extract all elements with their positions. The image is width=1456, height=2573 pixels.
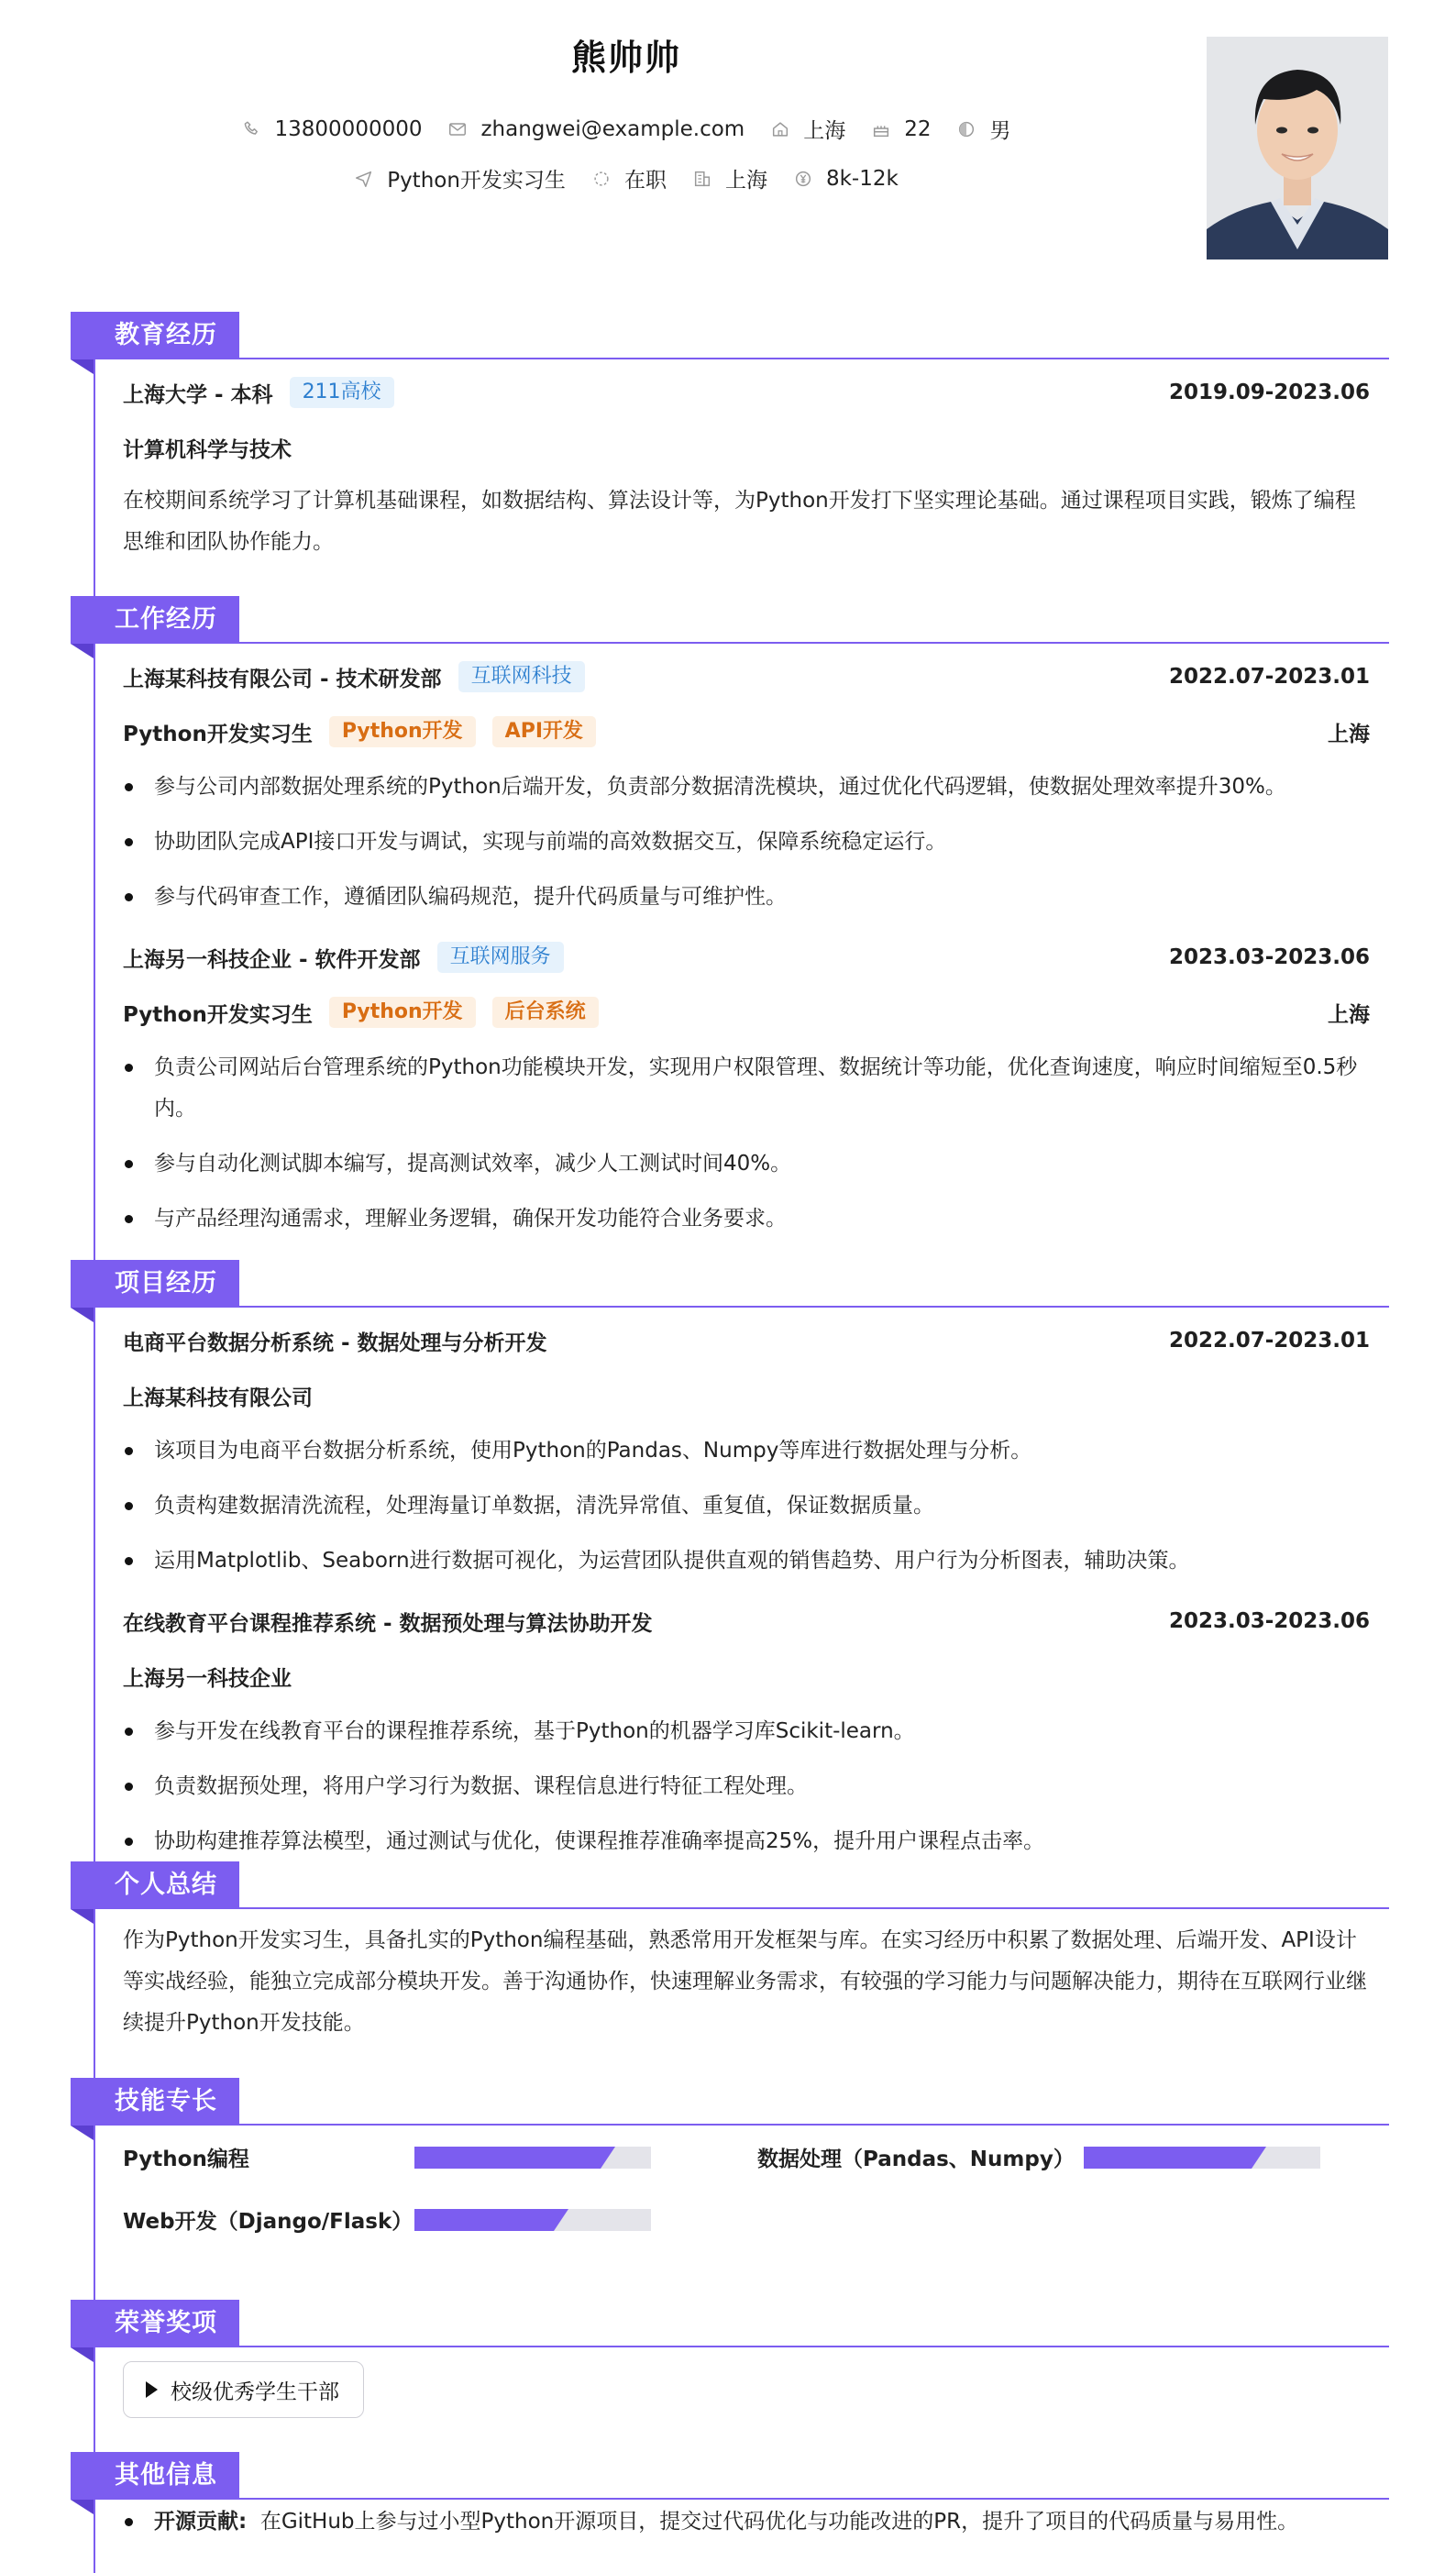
honor-label: 校级优秀学生干部 [171,2380,339,2404]
skill-bar-fill [1084,2147,1252,2169]
project-bullets [123,1711,1370,1862]
work-role-row [123,704,1370,759]
work-item [123,649,1370,918]
skill-tag: Python开发 [329,997,476,1028]
work-item [123,930,1370,1240]
list-item: 协助构建推荐算法模型，通过测试与优化，使课程推荐准确率提高25%，提升用户课程点击率。 [123,1821,1370,1862]
age-item [871,117,931,141]
section-skills [71,2078,1389,2126]
phone-value: 13800000000 [274,116,423,141]
work-block [123,649,1370,1253]
salary-item [793,167,899,191]
project-company: 上海另一科技企业 [123,1666,292,1691]
city-item [770,114,845,144]
work-location: 上海 [1328,1002,1370,1027]
status-item [591,163,667,193]
project-date: 2023.03-2023.06 [1168,1609,1370,1633]
mail-icon [447,119,468,139]
project-title-row [123,1313,1370,1368]
list-item: 运用Matplotlib、Seaborn进行数据可视化，为运营团队提供直观的销售趋势、用户行为分析图表，辅助决策。 [123,1540,1370,1582]
education-description: 在校期间系统学习了计算机基础课程，如数据结构、算法设计等，为Python开发打下坚实理论基础。通过课程项目实践，锻炼了编程思维和团队协作能力。 [123,489,1356,554]
project-title-row [123,1594,1370,1649]
email-value: zhangwei@example.com [480,116,745,141]
summary-block [123,1920,1370,2044]
section-divider [71,2346,1389,2347]
section-title: 个人总结 [71,1861,239,1909]
project-company: 上海某科技有限公司 [123,1386,313,1410]
skill-bar [414,2147,651,2169]
yen-icon [793,169,813,189]
section-work [71,596,1389,644]
section-divider [71,642,1389,644]
list-item: 协助团队完成API接口开发与调试，实现与前端的高效数据交互，保障系统稳定运行。 [123,822,1370,863]
role: Python开发实习生 [123,722,313,746]
skill-bar-fill [414,2147,601,2169]
other-bullets [123,2501,1370,2543]
section-divider [71,2124,1389,2126]
major: 计算机科学与技术 [123,437,292,462]
other-text: 在GitHub上参与过小型Python开源项目，提交过代码优化与功能改进的PR，提升了项目的代码质量与易用性。 [259,2510,1299,2534]
section-title: 技能专长 [71,2078,239,2126]
project-company-row [123,1368,1370,1423]
play-icon [146,2381,158,2398]
projects-block [123,1313,1370,1876]
list-item: 负责公司网站后台管理系统的Python功能模块开发，实现用户权限管理、数据统计等功能，优化查询速度，响应时间缩短至0.5秒内。 [123,1047,1370,1130]
cake-icon [871,119,891,139]
skill-bar [414,2209,651,2231]
work-bullets [123,767,1370,918]
section-title: 项目经历 [71,1260,239,1308]
timeline-line [94,358,95,2573]
age-value: 22 [904,116,932,141]
candidate-name: 熊帅帅 [570,38,681,78]
job-target-item [354,163,566,193]
list-item: 参与开发在线教育平台的课程推荐系统，基于Python的机器学习库Scikit-learn。 [123,1711,1370,1752]
list-item: 该项目为电商平台数据分析系统，使用Python的Pandas、Numpy等库进行数据处理与分析。 [123,1430,1370,1472]
home-icon [770,119,790,139]
section-education [71,312,1389,359]
section-divider [71,1306,1389,1308]
project-bullets [123,1430,1370,1582]
city-value: 上海 [803,119,846,143]
section-title: 工作经历 [71,596,239,644]
job-intent-row [0,163,1252,193]
project-date: 2022.07-2023.01 [1168,1329,1370,1353]
skill-bar-fill [414,2209,554,2231]
gender-item [956,114,1010,144]
list-item [123,2501,1370,2543]
project-item [123,1313,1370,1582]
section-title: 教育经历 [71,312,239,359]
profile-photo [1207,37,1388,260]
section-title: 其他信息 [71,2452,239,2500]
work-bullets [123,1047,1370,1240]
section-projects [71,1260,1389,1308]
skill-tag: Python开发 [329,716,476,747]
avatar [1207,37,1388,260]
skill-bar [1084,2147,1320,2169]
email-item [447,117,745,141]
list-item: 与产品经理沟通需求，理解业务逻辑，确保开发功能符合业务要求。 [123,1198,1370,1240]
section-title: 荣誉奖项 [71,2300,239,2347]
gender-value: 男 [989,119,1011,143]
section-divider [71,358,1389,359]
phone-icon [242,119,262,139]
company-name: 上海某科技有限公司 - 技术研发部 [123,667,442,691]
phone-item [242,117,423,141]
work-location: 上海 [1328,722,1370,746]
education-date: 2019.09-2023.06 [1168,381,1370,404]
salary-value: 8k-12k [825,166,899,191]
education-block [123,365,1370,563]
skill-name: Python编程 [123,2148,249,2171]
section-divider [71,2498,1389,2500]
other-block [123,2501,1370,2556]
target-city-value: 上海 [724,169,767,193]
section-other [71,2452,1389,2500]
role: Python开发实习生 [123,1002,313,1027]
target-city-item [692,163,767,193]
list-item: 参与公司内部数据处理系统的Python后端开发，负责部分数据清洗模块，通过优化代码逻辑，使数据处理效率提升30%。 [123,767,1370,808]
company-name: 上海另一科技企业 - 软件开发部 [123,947,421,972]
building-icon [692,169,712,189]
list-item: 负责数据预处理，将用户学习行为数据、课程信息进行特征工程处理。 [123,1766,1370,1807]
section-divider [71,1907,1389,1909]
major-row [123,420,1370,475]
work-date: 2022.07-2023.01 [1168,665,1370,689]
project-item [123,1594,1370,1862]
list-item: 参与自动化测试脚本编写，提高测试效率，减少人工测试时间40%。 [123,1143,1370,1185]
skill-tag: API开发 [492,716,596,747]
project-title: 在线教育平台课程推荐系统 - 数据预处理与算法协助开发 [123,1611,653,1636]
skill-name: Web开发（Django/Flask） [123,2210,414,2234]
school-tag: 211高校 [290,377,394,408]
work-company-row [123,930,1370,985]
send-icon [354,169,374,189]
other-label: 开源贡献: [154,2510,248,2534]
gender-icon [956,119,976,139]
industry-tag: 互联网科技 [458,661,585,692]
work-role-row [123,985,1370,1040]
skill-name: 数据处理（Pandas、Numpy） [757,2148,1075,2171]
school-name: 上海大学 - 本科 [123,382,273,407]
contact-row [0,114,1252,144]
skill-tag: 后台系统 [492,997,599,1028]
loading-icon [591,169,612,189]
resume-header [0,0,1456,275]
project-title: 电商平台数据分析系统 - 数据处理与分析开发 [123,1331,547,1355]
section-summary [71,1861,1389,1909]
work-company-row [123,649,1370,704]
work-date: 2023.03-2023.06 [1168,945,1370,969]
list-item: 负责构建数据清洗流程，处理海量订单数据，清洗异常值、重复值，保证数据质量。 [123,1485,1370,1527]
status-value: 在职 [623,169,667,193]
summary-text: 作为Python开发实习生，具备扎实的Python编程基础，熟悉常用开发框架与库。在实习经历中积累了数据处理、后端开发、API设计等实战经验，能独立完成部分模块开发。善于沟通协作，快速理解业务需求，有较强的学习能力与问题解决能力，期待在互联网行业继续提升Python开发技能。 [123,1928,1367,2035]
section-honors [71,2300,1389,2347]
list-item: 参与代码审查工作，遵循团队编码规范，提升代码质量与可维护性。 [123,877,1370,918]
job-target-value: Python开发实习生 [387,169,566,193]
honor-item [123,2361,364,2418]
education-header [123,365,1370,420]
industry-tag: 互联网服务 [437,942,564,973]
project-company-row [123,1649,1370,1704]
